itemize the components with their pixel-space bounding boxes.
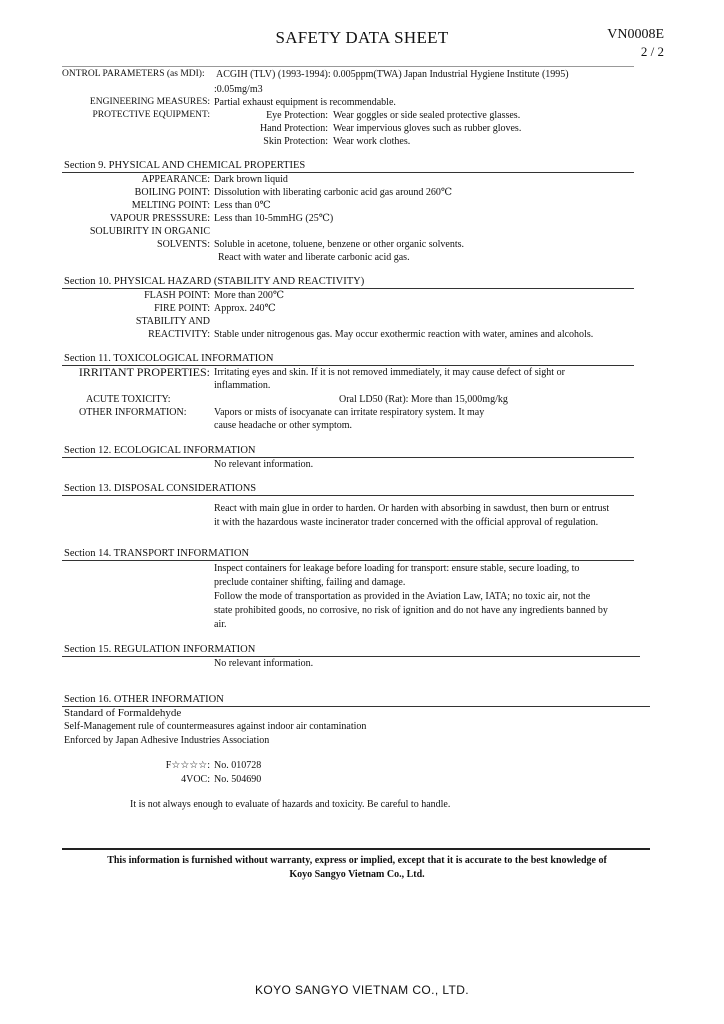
header-rule bbox=[62, 66, 634, 67]
disclaimer-company: Koyo Sangyo Vietnam Co., Ltd. bbox=[289, 869, 425, 880]
flash-point-value: More than 200℃ bbox=[214, 290, 285, 301]
solubility-label-2: SOLVENTS: bbox=[157, 239, 210, 250]
section-12-heading: Section 12. ECOLOGICAL INFORMATION bbox=[64, 445, 256, 456]
section-13-rule bbox=[62, 495, 634, 496]
boiling-point-label: BOILING POINT: bbox=[134, 187, 210, 198]
appearance-label: APPEARANCE: bbox=[141, 174, 210, 185]
flash-point-label: FLASH POINT: bbox=[144, 290, 210, 301]
standard-formaldehyde: Standard of Formaldehyde bbox=[64, 707, 182, 719]
control-parameters-label: ONTROL PARAMETERS (as MDI): bbox=[62, 69, 205, 79]
voc-value: No. 504690 bbox=[214, 774, 262, 785]
f-star-label: F☆☆☆☆: bbox=[165, 760, 210, 771]
disposal-value-2: it with the hazardous waste incinerator trader concerned with the official approval of regulation. bbox=[214, 517, 599, 528]
stability-label: STABILITY AND bbox=[135, 316, 210, 327]
other-information-label: OTHER INFORMATION: bbox=[79, 407, 187, 418]
transport-value-5: air. bbox=[214, 619, 227, 630]
section-9-heading: Section 9. PHYSICAL AND CHEMICAL PROPERTIES bbox=[64, 160, 306, 171]
irritant-properties-value: Irritating eyes and skin. If it is not removed immediately, it may cause defect of sight or bbox=[214, 367, 565, 378]
stability-value: Stable under nitrogenous gas. May occur exothermic reaction with water, amines and alcohols. bbox=[214, 329, 594, 340]
acute-toxicity-label: ACUTE TOXICITY: bbox=[86, 394, 171, 405]
other-information-value: Vapors or mists of isocyanate can irritate respiratory system. It may bbox=[214, 407, 485, 418]
section-10-heading: Section 10. PHYSICAL HAZARD (STABILITY AND REACTIVITY) bbox=[64, 276, 365, 287]
f-star-value: No. 010728 bbox=[214, 760, 262, 771]
skin-protection-label: Skin Protection: bbox=[263, 136, 328, 147]
section-12-rule bbox=[62, 457, 634, 458]
control-parameters-value: ACGIH (TLV) (1993-1994): 0.005ppm(TWA) Japan Industrial Hygiene Institute (1995) bbox=[216, 69, 569, 80]
irritant-properties-label: IRRITANT PROPERTIES: bbox=[78, 365, 210, 379]
irritant-properties-value-2: inflammation. bbox=[214, 380, 271, 391]
self-management-rule: Self-Management rule of countermeasures against indoor air contamination bbox=[64, 721, 367, 732]
section-11-heading: Section 11. TOXICOLOGICAL INFORMATION bbox=[64, 353, 274, 364]
section-14-rule bbox=[62, 560, 634, 561]
acute-toxicity-value: Oral LD50 (Rat): More than 15,000mg/kg bbox=[339, 394, 508, 405]
caution-note: It is not always enough to evaluate of hazards and toxicity. Be careful to handle. bbox=[130, 799, 451, 810]
disclaimer-text: This information is furnished without warranty, express or implied, except that it is accurate to the best knowledge of bbox=[107, 855, 607, 866]
transport-value-2: preclude container shifting, failing and damage. bbox=[214, 577, 406, 588]
transport-value-3: Follow the mode of transportation as provided in the Aviation Law, IATA; no toxic air, not the bbox=[214, 591, 591, 602]
eye-protection-value: Wear goggles or side sealed protective glasses. bbox=[333, 110, 521, 121]
stability-label-2: REACTIVITY: bbox=[148, 329, 210, 340]
enforced-by: Enforced by Japan Adhesive Industries Association bbox=[64, 735, 270, 746]
transport-value-4: state prohibited goods, no corrosive, no risk of ignition and do not have any ingredients banned by bbox=[214, 605, 608, 616]
section-13-heading: Section 13. DISPOSAL CONSIDERATIONS bbox=[64, 483, 257, 494]
voc-label: 4VOC: bbox=[181, 774, 210, 785]
appearance-value: Dark brown liquid bbox=[214, 174, 288, 185]
engineering-measures-label: ENGINEERING MEASURES: bbox=[89, 97, 210, 107]
vapour-pressure-value: Less than 10-5mmHG (25℃) bbox=[214, 213, 334, 224]
hand-protection-value: Wear impervious gloves such as rubber gloves. bbox=[333, 123, 522, 134]
solubility-label: SOLUBIRITY IN ORGANIC bbox=[89, 226, 210, 237]
ecological-value: No relevant information. bbox=[214, 459, 314, 470]
melting-point-value: Less than 0℃ bbox=[214, 200, 271, 211]
boiling-point-value: Dissolution with liberating carbonic acid gas around 260℃ bbox=[214, 187, 453, 198]
regulation-value: No relevant information. bbox=[214, 658, 314, 669]
vapour-pressure-label: VAPOUR PRESSSURE: bbox=[109, 213, 210, 224]
eye-protection-label: Eye Protection: bbox=[266, 110, 328, 121]
section-15-heading: Section 15. REGULATION INFORMATION bbox=[64, 644, 256, 655]
fire-point-label: FIRE POINT: bbox=[154, 303, 210, 314]
other-information-value-2: cause headache or other symptom. bbox=[214, 420, 353, 431]
document-title: SAFETY DATA SHEET bbox=[275, 28, 449, 47]
disposal-value: React with main glue in order to harden. Or harden with absorbing in sawdust, then burn or entrust bbox=[214, 503, 610, 514]
fire-point-value: Approx. 240℃ bbox=[214, 303, 276, 314]
section-14-heading: Section 14. TRANSPORT INFORMATION bbox=[64, 548, 250, 559]
transport-value: Inspect containers for leakage before loading for transport: ensure stable, secure loading, to bbox=[214, 563, 580, 574]
melting-point-label: MELTING POINT: bbox=[131, 200, 210, 211]
control-parameters-value-2: :0.05mg/m3 bbox=[214, 84, 263, 95]
page-number: 2 / 2 bbox=[640, 44, 664, 59]
skin-protection-value: Wear work clothes. bbox=[333, 136, 411, 147]
solubility-value-2: React with water and liberate carbonic acid gas. bbox=[218, 252, 410, 263]
section-15-rule bbox=[62, 656, 640, 657]
protective-equipment-label: PROTECTIVE EQUIPMENT: bbox=[92, 110, 210, 120]
footer-company: KOYO SANGYO VIETNAM CO., LTD. bbox=[254, 983, 470, 997]
hand-protection-label: Hand Protection: bbox=[259, 123, 328, 134]
section-16-heading: Section 16. OTHER INFORMATION bbox=[64, 694, 224, 705]
disclaimer-rule bbox=[62, 848, 650, 850]
engineering-measures-value: Partial exhaust equipment is recommendable. bbox=[214, 97, 396, 108]
document-number: VN0008E bbox=[607, 27, 664, 42]
solubility-value: Soluble in acetone, toluene, benzene or other organic solvents. bbox=[214, 239, 465, 250]
